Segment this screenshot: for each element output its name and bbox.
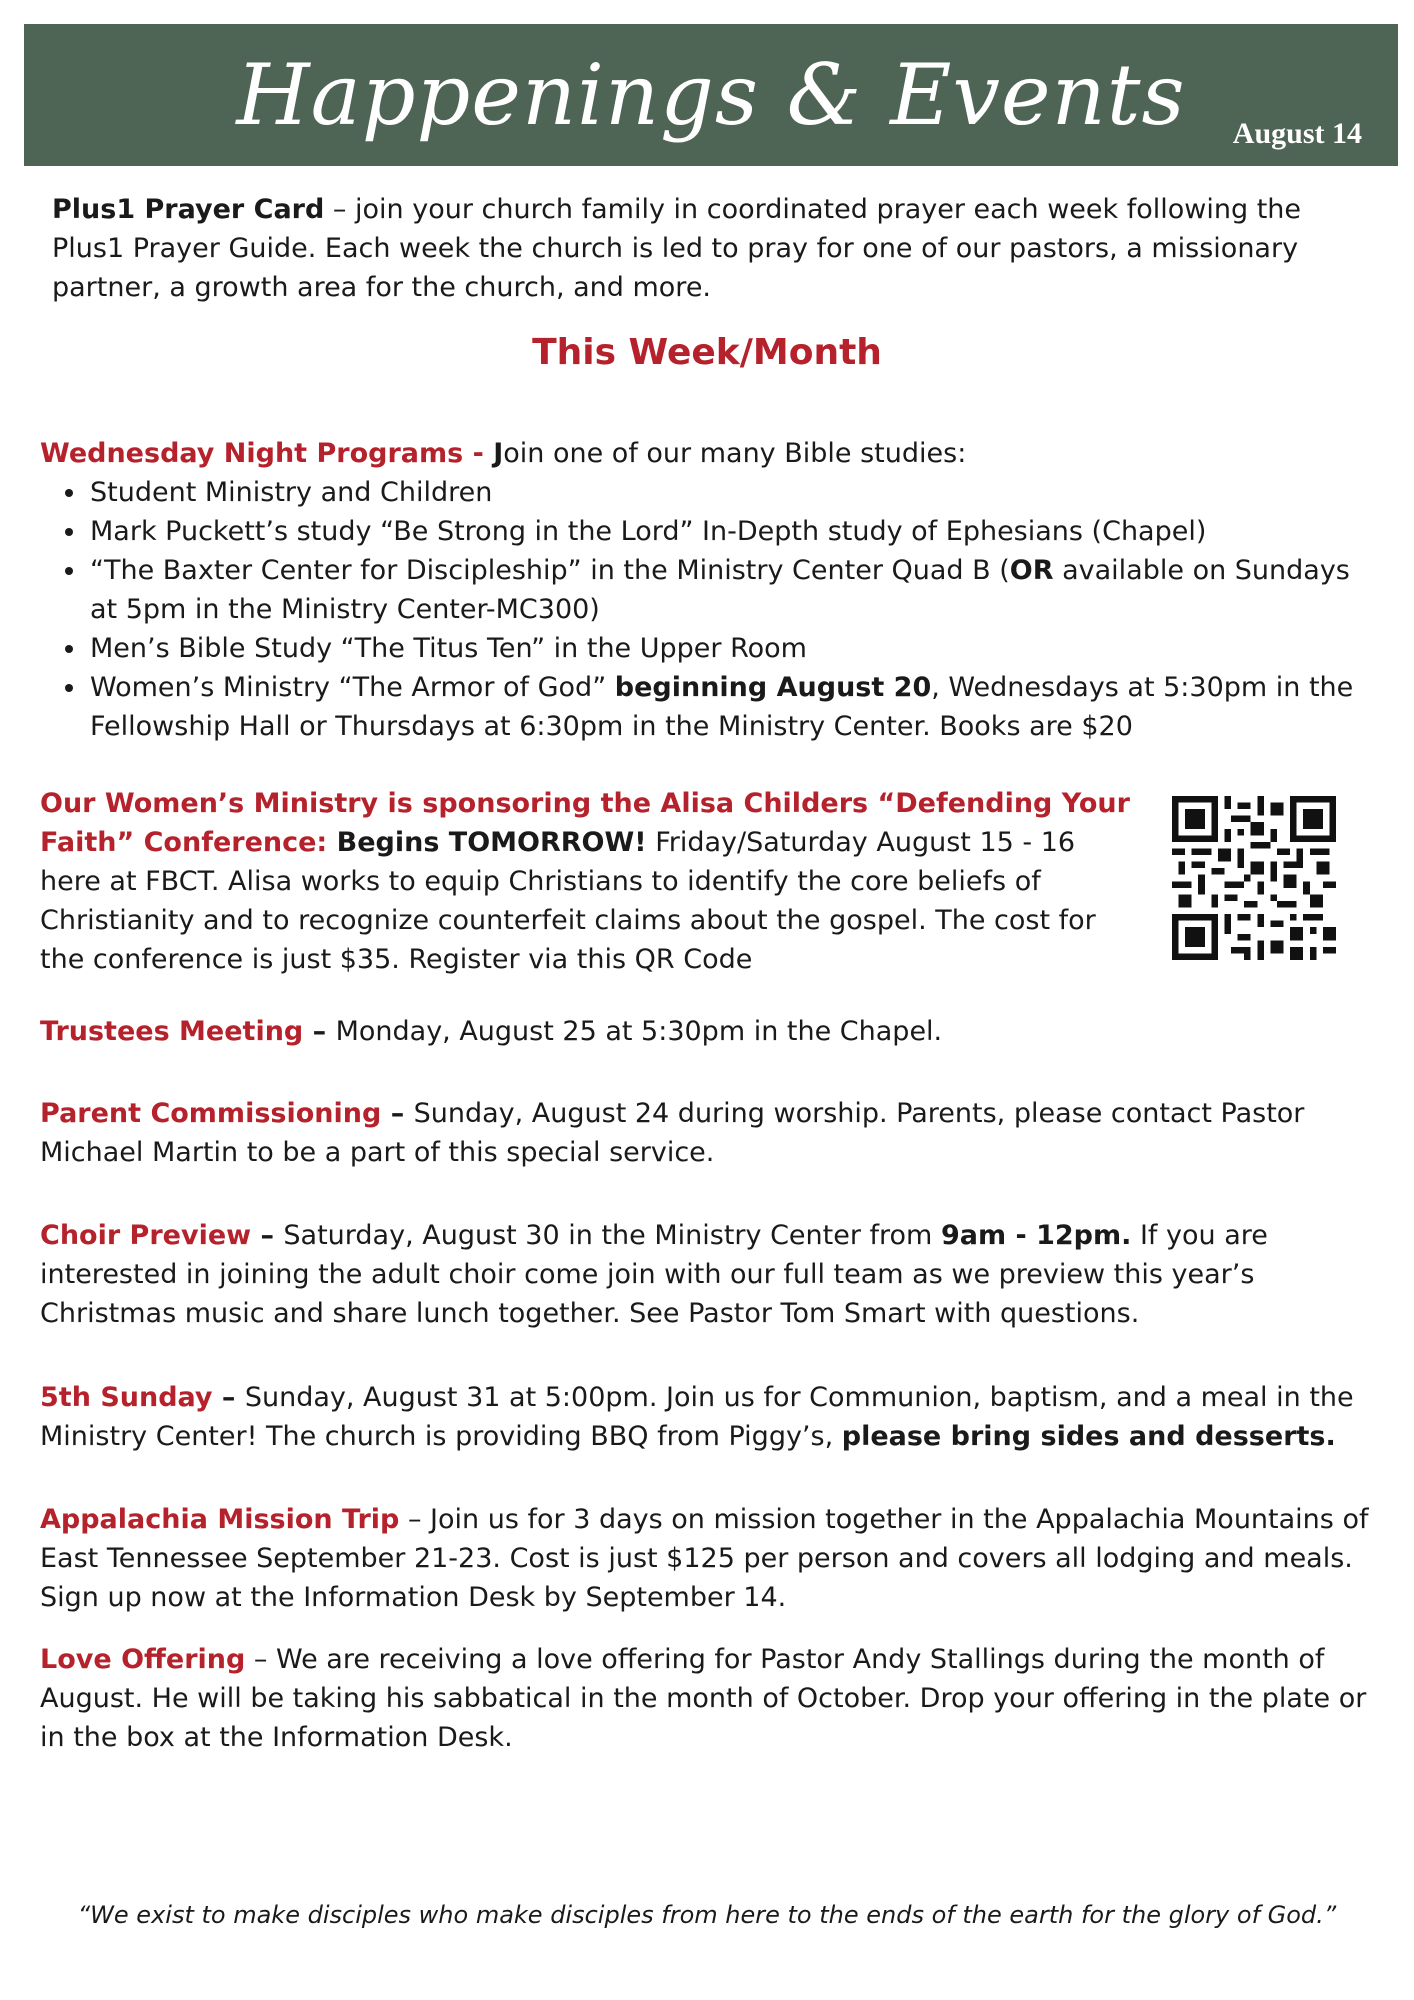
list-item-bold: beginning August 20	[614, 672, 932, 703]
love-offering-title: Love Offering	[40, 1644, 246, 1675]
appalachia-title: Appalachia Mission Trip	[40, 1504, 400, 1535]
list-item-text: available on Sundays at 5pm in the Ministry Center-MC300)	[90, 555, 1350, 625]
love-offering	[40, 1640, 1380, 1757]
trustees-meeting	[40, 1012, 1380, 1051]
mission-statement: “We exist to make disciples who make disciples from here to the ends of the earth for the glory of God.”	[77, 1901, 1337, 1929]
dash: –	[251, 1220, 284, 1251]
list-item-text: Women’s Ministry “The Armor of God”	[90, 672, 615, 703]
parent-text: Sunday, August 24 during worship. Parents, please contact Pastor Michael Martin to be a part of this special service.	[40, 1098, 1305, 1168]
wednesday-programs	[40, 434, 1380, 746]
list-item	[88, 551, 1380, 629]
dash: –	[303, 1016, 336, 1047]
list-item	[88, 512, 1380, 551]
prayer-card-title: Plus1 Prayer Card	[52, 194, 325, 225]
wednesday-title: Wednesday Night Programs -	[40, 438, 494, 469]
list-item	[88, 668, 1380, 746]
choir-time: 9am - 12pm.	[940, 1220, 1132, 1251]
list-item-text: Men’s Bible Study “The Titus Ten” in the Upper Room	[90, 633, 807, 664]
womens-conference-title: Our Women’s Ministry is sponsoring the Alisa Childers “Defending Your Faith” Conference:	[40, 788, 1130, 858]
wednesday-intro-bold: J	[493, 438, 504, 469]
womens-conference	[40, 784, 1140, 979]
header-banner	[24, 24, 1398, 166]
list-item-text: Student Ministry and Children	[90, 477, 493, 508]
list-item	[88, 629, 1380, 668]
page-title: Happenings & Events	[236, 46, 1186, 144]
fifth-sunday	[40, 1378, 1380, 1456]
fifth-sunday-bold: please bring sides and desserts.	[841, 1421, 1336, 1452]
section-title: This Week/Month	[532, 332, 882, 373]
prayer-card-paragraph	[52, 190, 1342, 307]
appalachia-mission-trip	[40, 1500, 1380, 1617]
list-item-text: “The Baxter Center for Discipleship” in the Ministry Center Quad B (	[90, 555, 1010, 586]
love-offering-text: – We are receiving a love offering for Pastor Andy Stallings during the month of August. He will be taking his sabbatical in the month of October. Drop your offering in the plate or in the box at the Information Desk.	[40, 1644, 1367, 1753]
dash: –	[381, 1098, 414, 1129]
womens-conference-begins: Begins TOMORROW!	[327, 827, 647, 858]
choir-text-a: Saturday, August 30 in the Ministry Center from	[283, 1220, 941, 1251]
choir-title: Choir Preview	[40, 1220, 252, 1251]
list-item-text: Mark Puckett’s study “Be Strong in the Lord” In-Depth study of Ephesians (Chapel)	[90, 516, 1207, 547]
fifth-sunday-title: 5th Sunday	[40, 1382, 213, 1413]
trustees-title: Trustees Meeting	[40, 1016, 304, 1047]
registration-qr-code[interactable]	[1172, 796, 1336, 960]
womens-conference-text: Friday/Saturday August 15 - 16 here at FBCT. Alisa works to equip Christians to identify the core beliefs of Christianity and to recognize counterfeit claims about the gospel. The cost for the conference is just $35. Register via this QR Code	[40, 827, 1096, 975]
fifth-sunday-text: Sunday, August 31 at 5:00pm. Join us for Communion, baptism, and a meal in the Ministry Center! The church is providing BBQ from Piggy’s,	[40, 1382, 1354, 1452]
choir-preview	[40, 1216, 1380, 1333]
wednesday-intro	[40, 434, 1380, 473]
list-item	[88, 473, 1380, 512]
appalachia-text: – Join us for 3 days on mission together in the Appalachia Mountains of East Tennessee September 21-23. Cost is just $125 per person and covers all lodging and meals. Sign up now at the Information Desk by September 14.	[40, 1504, 1369, 1613]
trustees-text: Monday, August 25 at 5:30pm in the Chapel.	[335, 1016, 943, 1047]
list-item-bold: OR	[1009, 555, 1054, 586]
wednesday-intro-text: oin one of our many Bible studies:	[503, 438, 967, 469]
prayer-card-text: – join your church family in coordinated prayer each week following the Plus1 Prayer Guide. Each week the church is led to pray for one of our pastors, a missionary partner, a growth area for the church, and more.	[52, 194, 1302, 303]
parent-commissioning	[40, 1094, 1380, 1172]
parent-title: Parent Commissioning	[40, 1098, 382, 1129]
bible-study-list	[40, 473, 1380, 746]
dash: –	[212, 1382, 245, 1413]
issue-date: August 14	[1232, 117, 1362, 150]
list-item-text: , Wednesdays at 5:30pm in the Fellowship Hall or Thursdays at 6:30pm in the Ministry Center. Books are $20	[90, 672, 1354, 742]
choir-text-b: If you are interested in joining the adult choir come join with our full team as we preview this year’s Christmas music and share lunch together. See Pastor Tom Smart with questions.	[40, 1220, 1268, 1329]
